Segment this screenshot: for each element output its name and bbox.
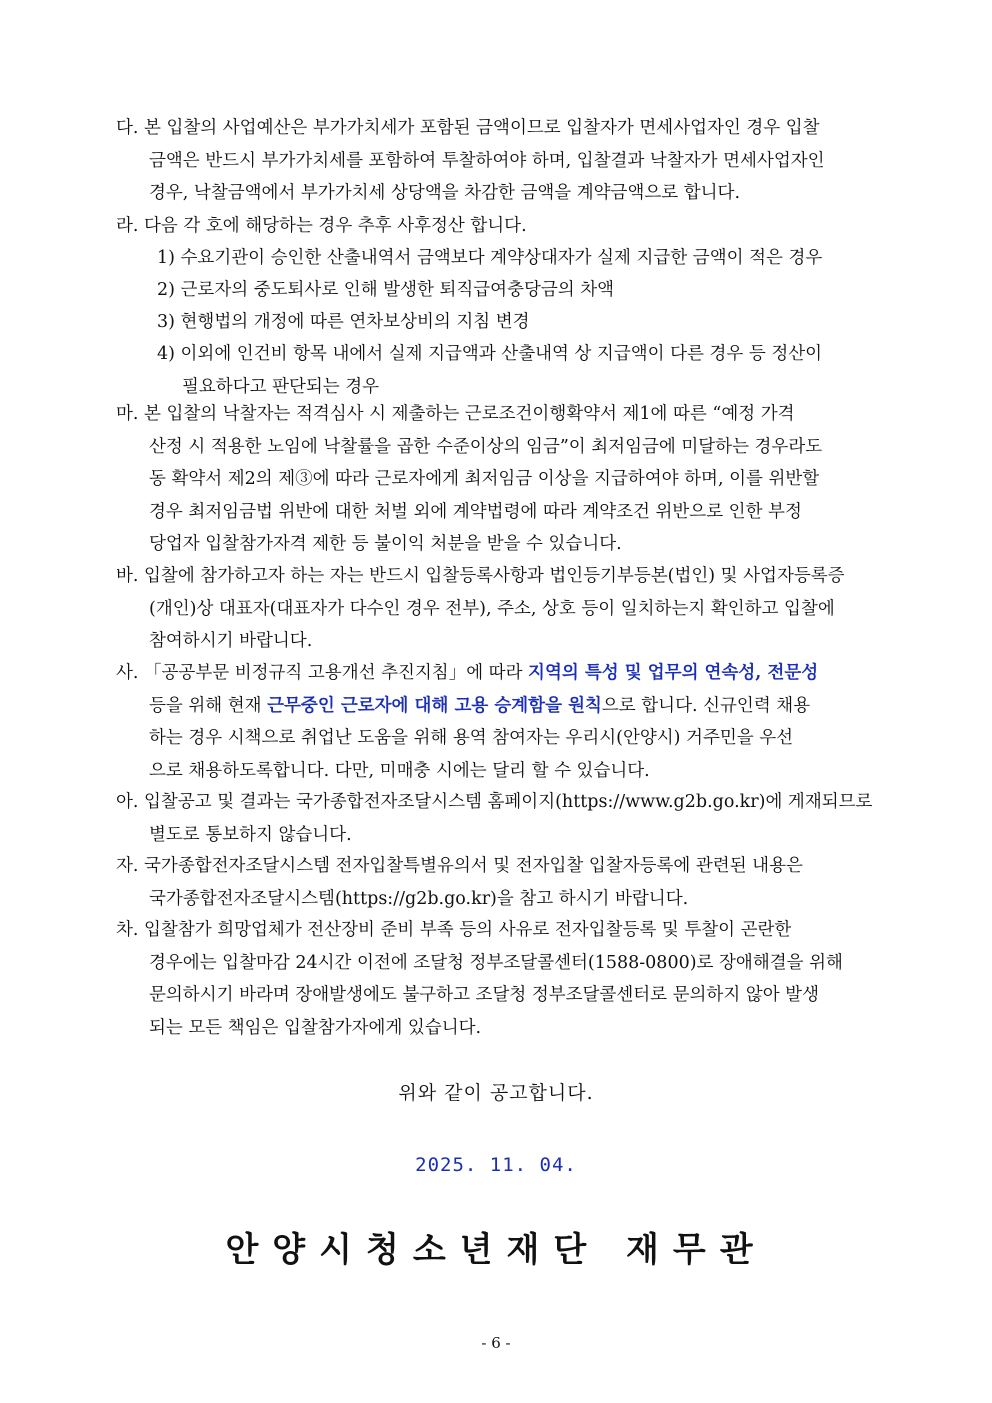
clause-ra [116,210,906,243]
clause-ja-line-2: 국가종합전자조달시스템(https://g2b.go.kr)을 참고 하시기 바랍니다. [149,888,689,909]
clause-sa-line-1 [116,657,906,690]
clause-ba [116,560,906,658]
clause-ja-line-1: 자. 국가종합전자조달시스템 전자입찰특별유의서 및 전자입찰 입찰자등록에 관련된 내용은 [116,856,803,876]
clause-ja [116,850,906,915]
clause-sa [116,657,906,787]
clause-ra-sub-1-line: 1) 수요기관이 승인한 산출내역서 금액보다 계약상대자가 실제 지급한 금액이 적은 경우 [157,248,823,268]
clause-ra-sub-4-line-2: 필요하다고 판단되는 경우 [182,376,380,397]
clause-ma-line-1: 마. 본 입찰의 낙찰자는 적격심사 시 제출하는 근로조건이행확약서 제1에 따른 “예정 가격 [116,404,795,424]
clause-a [116,786,906,851]
page-number: - 6 - [481,1334,511,1352]
clause-ba-line-3: 참여하시기 바랍니다. [149,631,313,651]
clause-cha-line-1: 차. 입찰참가 희망업체가 전산장비 준비 부족 등의 사유로 전자입찰등록 및 투찰이 곤란한 [116,920,792,940]
clause-cha [116,914,906,1044]
clause-ma-line-3: 동 확약서 제2의 제③에 따라 근로자에게 최저임금 이상을 지급하여야 하며, 이를 위반할 [149,469,820,489]
clause-cha-line-3: 문의하시기 바라며 장애발생에도 불구하고 조달청 정부조달콜센터로 문의하지 않아 발생 [149,985,819,1005]
clause-da-line-3: 경우, 낙찰금액에서 부가가치세 상당액을 차감한 금액을 계약금액으로 합니다. [149,183,741,203]
clause-ba-line-2: (개인)상 대표자(대표자가 다수인 경우 전부), 주소, 상호 등이 일치하는지 확인하고 입찰에 [149,598,835,619]
clause-da-line-1: 다. 본 입찰의 사업예산은 부가가치세가 포함된 금액이므로 입찰자가 면세사업자인 경우 입찰 [116,118,820,138]
clause-da [116,112,906,210]
clause-ma [116,398,906,561]
clause-ra-sub-1 [157,242,902,275]
clause-cha-line-4: 되는 모든 책임은 입찰참가자에게 있습니다. [149,1017,482,1038]
clause-ra-sub-3-line: 3) 현행법의 개정에 따른 연차보상비의 지침 변경 [157,312,530,332]
clause-sa-line-2-text-c: 으로 합니다. 신규인력 채용 [601,695,811,716]
clause-ma-line-5: 당업자 입찰참가자격 제한 등 불이익 처분을 받을 수 있습니다. [149,534,622,554]
clause-sa-line-2-text-a: 등을 위해 현재 [149,695,268,716]
clause-a-line-1: 아. 입찰공고 및 결과는 국가종합전자조달시스템 홈페이지(https://www.g2b.go.kr)에 게재되므로 [116,792,873,812]
clause-ba-line-1: 바. 입찰에 참가하고자 하는 자는 반드시 입찰등록사항과 법인등기부등본(법인) 및 사업자등록증 [116,566,845,586]
clause-ra-line-1: 라. 다음 각 호에 해당하는 경우 추후 사후정산 합니다. [116,216,527,236]
clause-ma-line-4: 경우 최저임금법 위반에 대한 처벌 외에 계약법령에 따라 계약조건 위반으로 인한 부정 [149,501,802,522]
announcement-date: 2025. 11. 04. [415,1154,577,1176]
clause-ra-sub-4 [157,338,902,403]
clause-a-line-2: 별도로 통보하지 않습니다. [149,824,352,845]
clause-sa-line-3: 하는 경우 시책으로 취업난 도움을 위해 용역 참여자는 우리시(안양시) 거주민을 우선 [149,728,794,748]
clause-ma-line-2: 산정 시 적용한 노임에 낙찰률을 곱한 수준이상의 임금”이 최저임금에 미달하는 경우라도 [149,436,823,457]
clause-sa-line-4: 으로 채용하도록합니다. 다만, 미매충 시에는 달리 할 수 있습니다. [149,760,650,781]
clause-ra-sub-3 [157,306,902,339]
clause-ra-sub-2-line: 2) 근로자의 중도퇴사로 인해 발생한 퇴직급여충당금의 차액 [157,280,615,300]
clause-sa-highlight-2: 근무중인 근로자에 대해 고용 승계함을 원칙 [267,695,602,716]
clause-cha-line-2: 경우에는 입찰마감 24시간 이전에 조달청 정부조달콜센터(1588-0800)로 장애해결을 위해 [149,952,843,973]
closing-statement: 위와 같이 공고합니다. [398,1082,594,1104]
clause-sa-highlight-1: 지역의 특성 및 업무의 연속성, 전문성 [528,663,819,683]
clause-sa-line-1-text: 사. 「공공부문 비정규직 고용개선 추진지침」에 따라 [116,663,529,683]
signature-block: 안양시청소년재단 재무관 [225,1230,767,1270]
clause-sa-line-2 [116,690,906,723]
clause-da-line-2: 금액은 반드시 부가가치세를 포함하여 투찰하여야 하며, 입찰결과 낙찰자가 면세사업자인 [149,150,825,171]
clause-ra-sub-2 [157,274,902,307]
clause-ra-sub-4-line-1: 4) 이외에 인건비 항목 내에서 실제 지급액과 산출내역 상 지급액이 다른 경우 등 정산이 [157,344,823,364]
